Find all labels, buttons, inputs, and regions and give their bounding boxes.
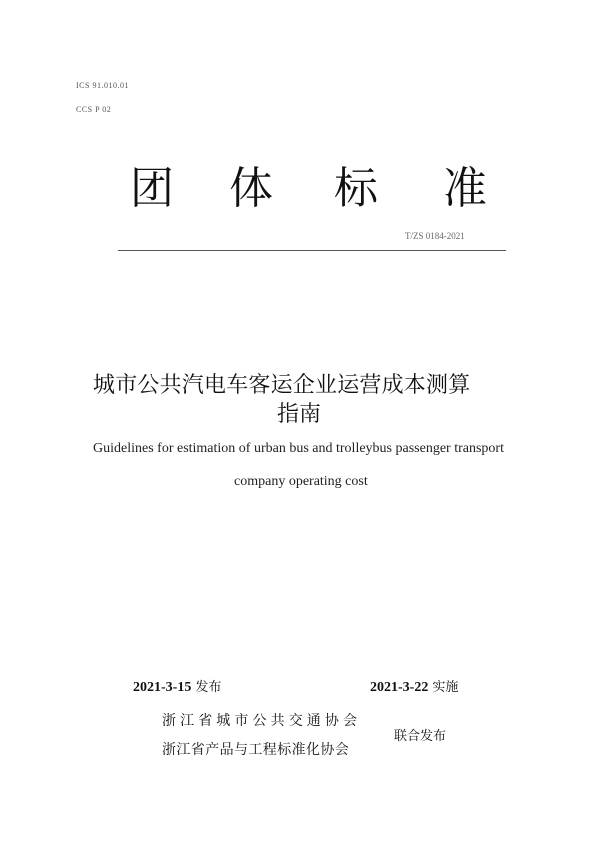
title-english-line1: Guidelines for estimation of urban bus and trolleybus passenger transport (93, 441, 504, 456)
title-chinese-line2: 指南 (277, 402, 322, 427)
ccs-code: CCS P 02 (76, 105, 112, 114)
standard-type-char: 标 (334, 163, 378, 214)
implementation-date (370, 676, 458, 696)
standard-type-char: 准 (443, 163, 487, 214)
implementation-label: 实施 (432, 680, 459, 695)
header-divider (118, 250, 506, 251)
implementation-date-value: 2021-3-22 (370, 680, 429, 695)
joint-release-label: 联合发布 (394, 729, 447, 744)
standard-type-char: 团 (130, 163, 174, 214)
title-english-line2: company operating cost (234, 474, 368, 489)
issue-date-value: 2021-3-15 (133, 680, 192, 695)
title-chinese-line1: 城市公共汽电车客运企业运营成本测算 (93, 373, 471, 398)
standard-number: T/ZS 0184-2021 (405, 231, 465, 241)
standard-type-char: 体 (229, 163, 273, 214)
ics-code: ICS 91.010.01 (76, 81, 129, 90)
issue-date (133, 676, 221, 696)
publisher-org-2: 浙江省产品与工程标准化协会 (162, 742, 350, 758)
publisher-org-1: 浙江省城市公共交通协会 (162, 713, 362, 729)
issue-label: 发布 (195, 680, 222, 695)
